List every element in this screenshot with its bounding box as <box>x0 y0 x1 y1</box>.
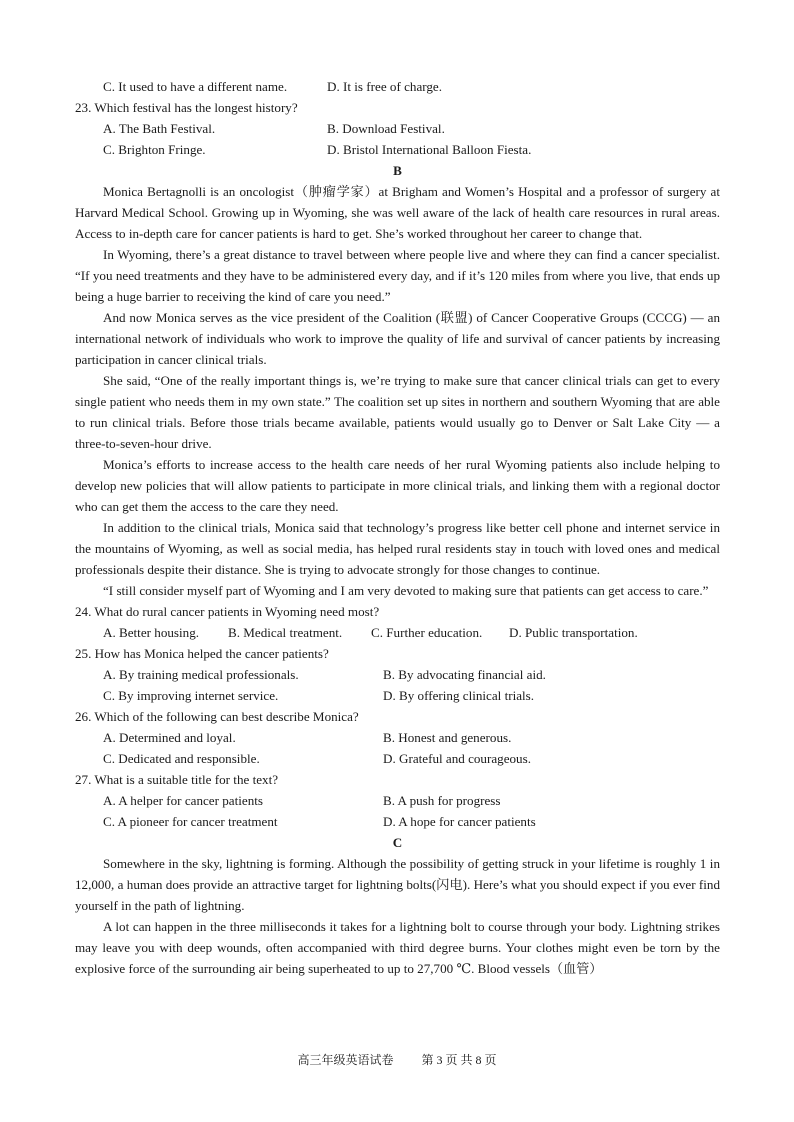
passage-b-paragraph: In Wyoming, there’s a great distance to travel between where people live and where they can find a cancer specialist. “If you need treatments and they have to be administered every day, and if it’s 120 miles from where you live, that ends up being a huge barrier to receiving the kind of care you need.” <box>75 247 720 304</box>
q27-options-row-1 <box>75 790 720 811</box>
q26-option-d: D. Grateful and courageous. <box>383 751 531 766</box>
q27-option-b: B. A push for progress <box>383 793 501 808</box>
passage-c-paragraph: A lot can happen in the three milliseconds it takes for a lightning bolt to course through your body. Lightning strikes may leave you with deep wounds, often accompanied with third degree burns. Your clothes might even be torn by the explosive force of the surrounding air being superheated to up to 27,700 ℃. Blood vessels（血管） <box>75 919 720 976</box>
passage-b-paragraph: “I still consider myself part of Wyoming and I am very devoted to making sure that patients can get access to care.” <box>103 583 709 598</box>
q24-option-d: D. Public transportation. <box>509 625 638 640</box>
q27-question: 27. What is a suitable title for the text? <box>75 772 279 787</box>
q25-options-row-2 <box>75 685 720 706</box>
q27-options-row-2 <box>75 811 720 832</box>
q24-option-c: C. Further education. <box>371 625 483 640</box>
q26-options-row-1 <box>75 727 720 748</box>
q26-option-a: A. Determined and loyal. <box>103 730 236 745</box>
q25-option-b: B. By advocating financial aid. <box>383 667 546 682</box>
page-footer <box>0 1052 794 1068</box>
passage-b-paragraph: Monica Bertagnolli is an oncologist（肿瘤学家）at Brigham and Women’s Hospital and a professor of surgery at Harvard Medical School. Growing up in Wyoming, she was well aware of the lack of health care resources in rural areas. Access to in-depth care for cancer patients is hard to get. She’s worked throughout her career to change that. <box>75 184 720 241</box>
q24-question: 24. What do rural cancer patients in Wyoming need most? <box>75 604 380 619</box>
exam-page <box>75 76 720 979</box>
passage-b-paragraph: Monica’s efforts to increase access to the health care needs of her rural Wyoming patients also include helping to develop new policies that will allow patients to participate in more clinical trials, and linking them with a regional doctor who can get them the access to the care they need. <box>75 457 720 514</box>
q26-option-c: C. Dedicated and responsible. <box>103 751 260 766</box>
passage-b-paragraph: In addition to the clinical trials, Monica said that technology’s progress like better cell phone and internet service in the mountains of Wyoming, as well as social media, has helped rural residents stay in touch with loved ones and medical professionals despite their distance. She is trying to advocate strongly for those changes to continue. <box>75 520 720 577</box>
q22-option-c: C. It used to have a different name. <box>103 79 288 94</box>
q23-option-a: A. The Bath Festival. <box>103 121 216 136</box>
q25-option-a: A. By training medical professionals. <box>103 667 299 682</box>
q22-option-d: D. It is free of charge. <box>327 79 443 94</box>
q23-options-row-2 <box>75 139 720 160</box>
q23-option-d: D. Bristol International Balloon Fiesta. <box>327 142 532 157</box>
q26-question: 26. Which of the following can best describe Monica? <box>75 709 359 724</box>
q25-option-d: D. By offering clinical trials. <box>383 688 535 703</box>
q25-option-c: C. By improving internet service. <box>103 688 279 703</box>
q24-option-a: A. Better housing. <box>103 625 200 640</box>
footer-exam-title: 高三年级英语试卷 <box>297 1053 394 1067</box>
section-c-heading: C <box>392 835 403 850</box>
q23-options-row-1 <box>75 118 720 139</box>
q24-options-row <box>75 622 720 643</box>
footer-page-number: 第 3 页 共 8 页 <box>421 1053 497 1067</box>
q25-question: 25. How has Monica helped the cancer patients? <box>75 646 329 661</box>
q27-option-a: A. A helper for cancer patients <box>103 793 263 808</box>
q23-option-c: C. Brighton Fringe. <box>103 142 206 157</box>
q23-question: 23. Which festival has the longest history? <box>75 100 298 115</box>
q27-option-c: C. A pioneer for cancer treatment <box>103 814 278 829</box>
section-b-heading: B <box>393 163 402 178</box>
q27-option-d: D. A hope for cancer patients <box>383 814 536 829</box>
passage-b-paragraph: She said, “One of the really important things is, we’re trying to make sure that cancer clinical trials can get to every single patient who needs them in my own state.” The coalition set up sites in northern and southern Wyoming that are able to run clinical trials. Before those trials became available, patients would usually go to Denver or Salt Lake City — a three-to-seven-hour drive. <box>75 373 720 451</box>
q26-option-b: B. Honest and generous. <box>383 730 512 745</box>
q26-options-row-2 <box>75 748 720 769</box>
q24-option-b: B. Medical treatment. <box>228 625 343 640</box>
q25-options-row-1 <box>75 664 720 685</box>
passage-c-paragraph: Somewhere in the sky, lightning is forming. Although the possibility of getting struck in your lifetime is roughly 1 in 12,000, a human does provide an attractive target for lightning bolts(闪电). Here’s what you should expect if you ever find yourself in the path of lightning. <box>75 856 720 913</box>
passage-b-paragraph: And now Monica serves as the vice president of the Coalition (联盟) of Cancer Cooperative Groups (CCCG) — an international network of individuals who work to improve the quality of life and survival of cancer patients by increasing participation in cancer clinical trials. <box>75 310 720 367</box>
q23-option-b: B. Download Festival. <box>327 121 445 136</box>
q22-options-row <box>75 76 720 97</box>
